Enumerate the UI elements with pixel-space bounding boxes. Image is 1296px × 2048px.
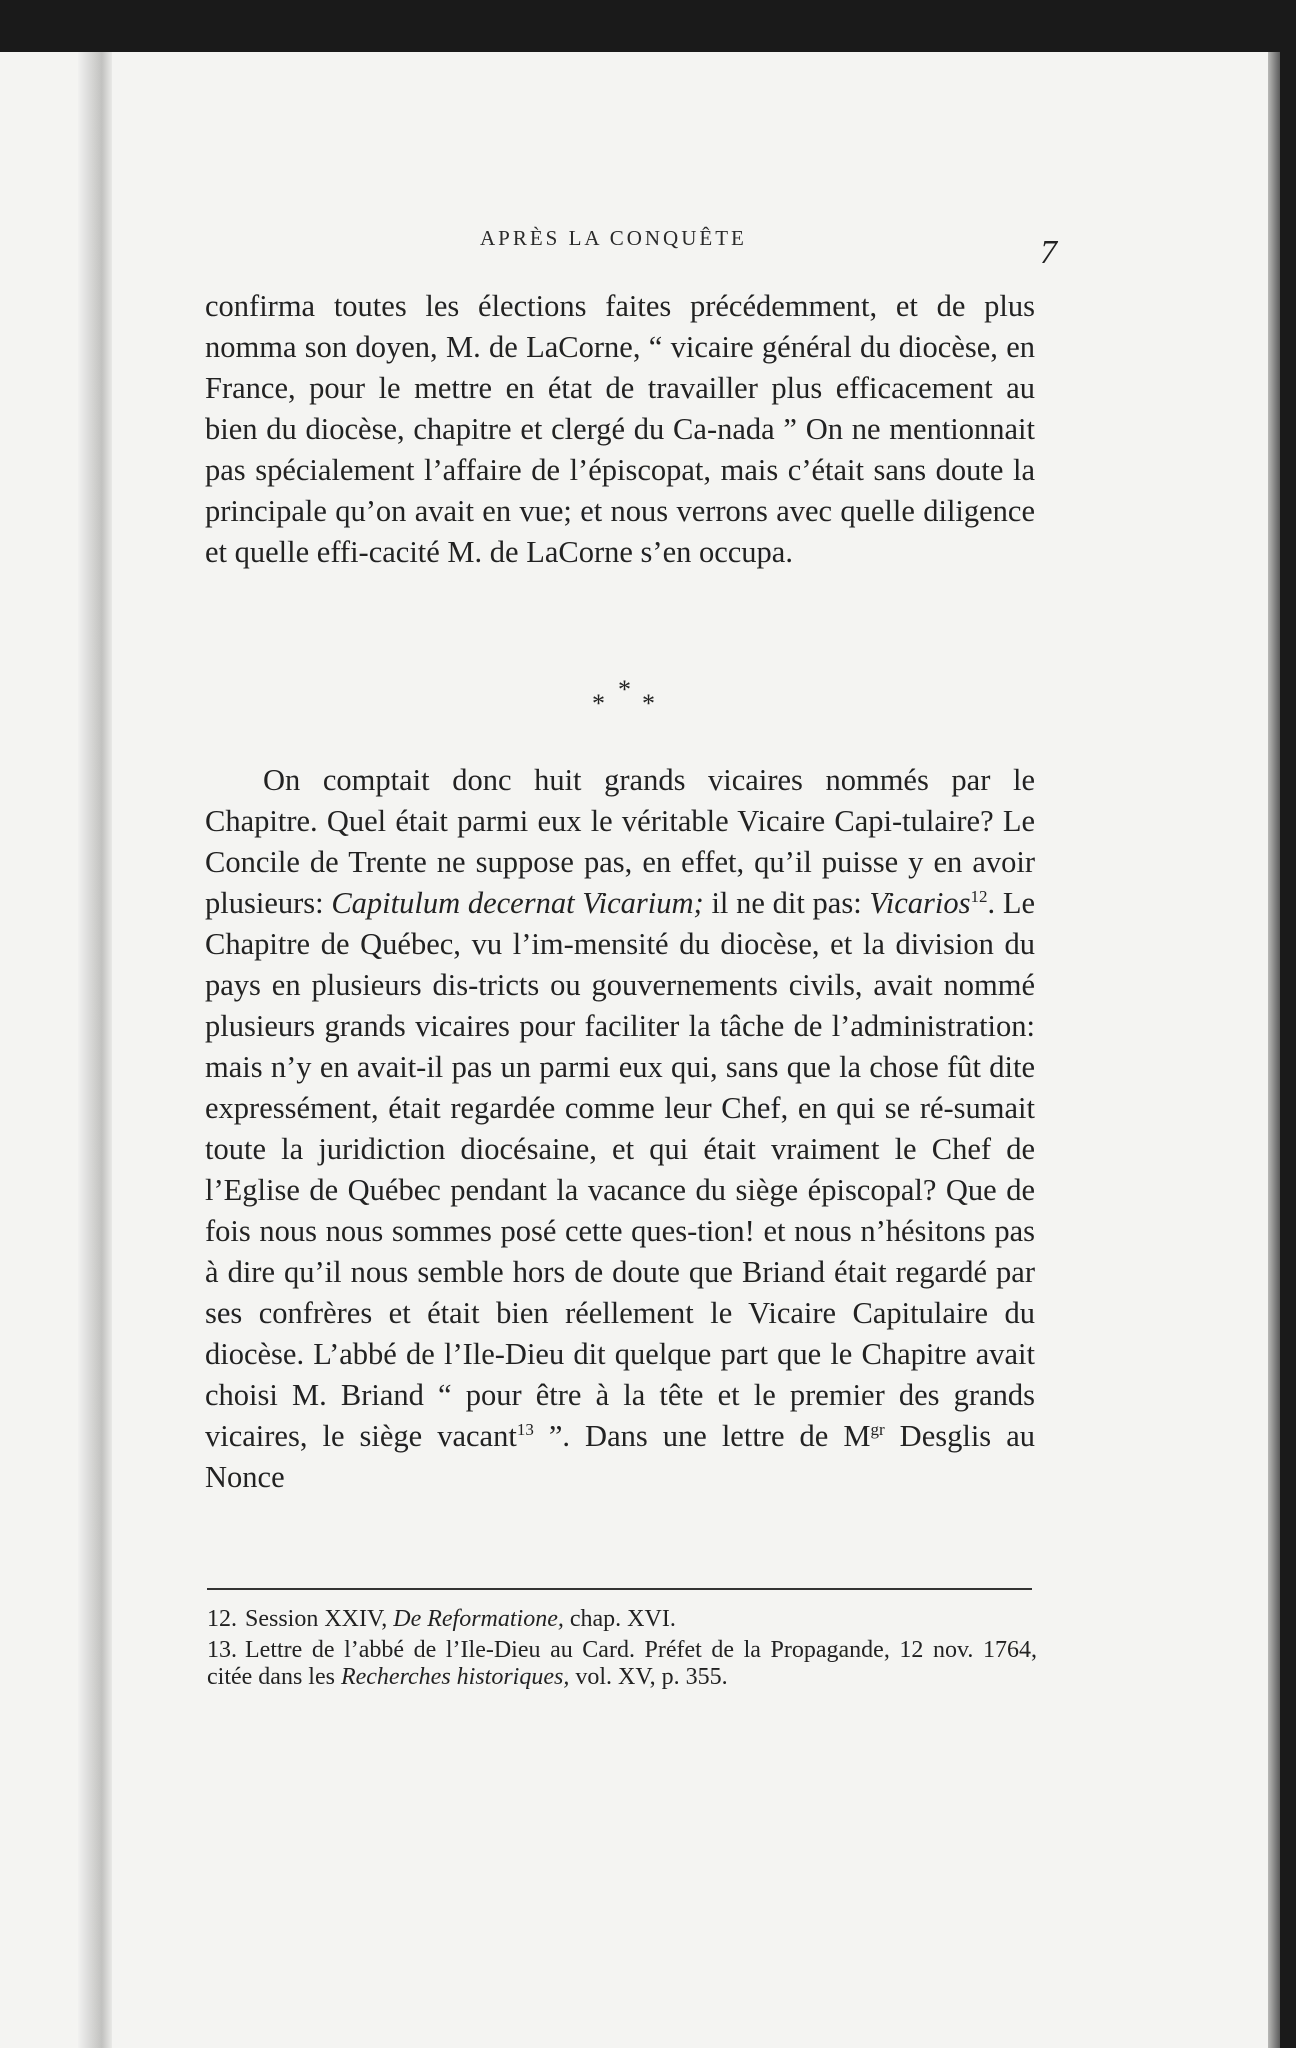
paragraph-2: [205, 760, 1035, 1498]
asterism-divider: * * *: [592, 675, 655, 718]
paragraph-2-text: Desglis au Nonce: [205, 1419, 1035, 1494]
paragraph-1: confirma toutes les élections faites précédemment, et de plus nomma son doyen, M. de LaCorne, “ vicaire général du diocèse, en France, pour le mettre en état de travailler plus efficacement au bien du diocèse, chapitre et clergé du Ca-nada ” On ne mentionnait pas spécialement l’affaire de l’épiscopat, mais c’était sans doute la principale qu’on avait en vue; et nous verrons avec quelle diligence et quelle effi-cacité M. de LaCorne s’en occupa.: [205, 289, 1035, 569]
footnote-ref-12: 12: [970, 886, 988, 906]
page-number: 7: [1040, 234, 1057, 271]
latin-quote: Capitulum decernat Vicarium;: [331, 886, 704, 920]
footnote-13: [207, 1637, 1037, 1691]
footnotes: [207, 1606, 1037, 1695]
paragraph-2-text: . Le Chapitre de Québec, vu l’im-mensité du diocèse, et la division du pays en plusieurs dis-tricts ou gouvernements civils, avait nommé plusieurs grands vicaires pour faciliter la tâche de l’administration: mais n’y en avait-il pas un parmi eux qui, sans que la chose fût dite expressément, était regardée comme leur Chef, en qui se ré-sumait toute la juridiction diocésaine, et qui était vraiment le Chef de l’Eglise de Québec pendant la vacance du siège épiscopal? Que de fois nous nous sommes posé cette ques-tion! et nous n’hésitons pas à dire qu’il nous semble hors de doute que Briand était regardé par ses confrères et était bien réellement le Vicaire Capitulaire du diocèse. L’abbé de l’Ile-Dieu dit quelque part que le Chapitre avait choisi M. Briand “ pour être à la tête et le premier des grands vicaires, le siège vacant: [205, 886, 1036, 1453]
footnote-text: Session XXIV,: [245, 1606, 388, 1632]
mgr-abbreviation: gr: [870, 1419, 885, 1439]
latin-word: Vicarios: [869, 886, 971, 920]
running-head: APRÈS LA CONQUÊTE: [480, 226, 747, 250]
footnote-text: vol. XV, p. 355.: [575, 1664, 728, 1690]
footnote-title: De Reformatione,: [393, 1606, 564, 1632]
binding-shadow: [78, 52, 112, 2048]
page-edge: [1268, 52, 1280, 2048]
paragraph-2-text: On comptait donc huit grands vicaires nommés par le Chapitre. Quel était parmi eux le véritable Vicaire Capi-tulaire? Le Concile de Trente ne suppose pas, en effet, qu’il puisse y en avoir plusieurs:: [205, 763, 1035, 920]
footnote-text: chap. XVI.: [569, 1606, 676, 1632]
footnote-title: Recherches historiques,: [340, 1664, 570, 1690]
footnote-12: [207, 1606, 1037, 1633]
footnote-number: 12.: [207, 1606, 237, 1632]
footnote-rule: [207, 1588, 1032, 1590]
footnote-number: 13.: [207, 1637, 237, 1663]
footnote-text: Lettre de l’abbé de l’Ile-Dieu au Card. Préfet de la Propagande, 12 nov. 1764, citée dans les: [207, 1637, 1037, 1690]
paragraph-2-text: il ne dit pas:: [711, 886, 862, 920]
paragraph-2-text: ”. Dans une lettre de M: [533, 1419, 871, 1453]
footnote-ref-13: 13: [516, 1419, 534, 1439]
